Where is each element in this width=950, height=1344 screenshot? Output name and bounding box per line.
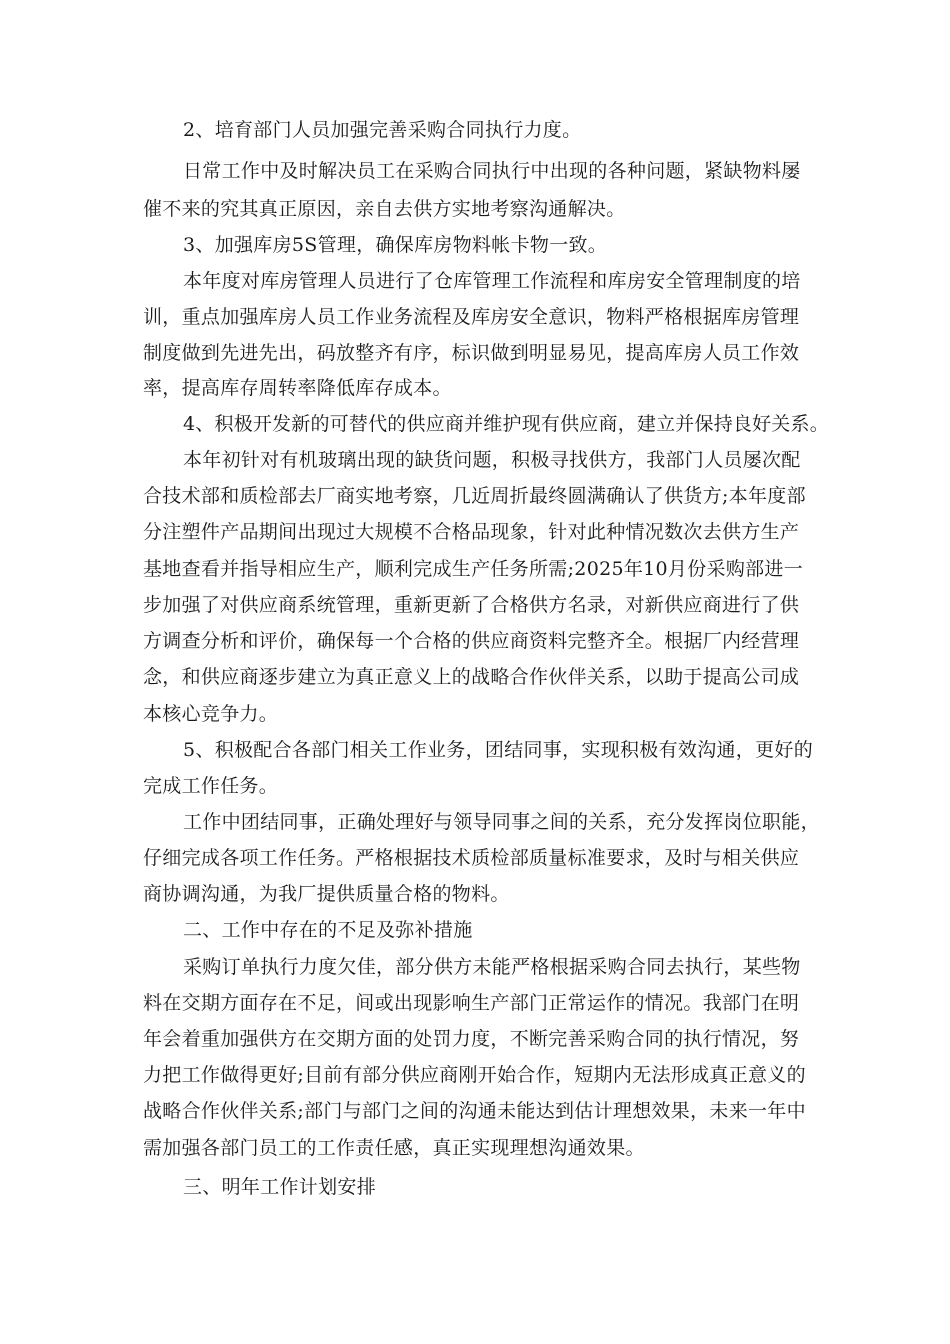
paragraph-line: 仔细完成各项工作任务。严格根据技术质检部质量标准要求，及时与相关供应: [143, 847, 800, 869]
paragraph-line: 本核心竞争力。: [143, 703, 279, 725]
heading-item-2: 2、培育部门人员加强完善采购合同执行力度。: [183, 119, 582, 141]
paragraph-line: 合技术部和质检部去厂商实地考察，几近周折最终圆满确认了供货方;本年度部: [143, 485, 806, 507]
section-heading-2: 二、工作中存在的不足及弥补措施: [183, 919, 473, 941]
paragraph-line: 本年初针对有机玻璃出现的缺货问题，积极寻找供方，我部门人员屡次配: [183, 449, 801, 471]
paragraph-line: 念，和供应商逐步建立为真正意义上的战略合作伙伴关系，以助于提高公司成: [143, 666, 800, 688]
heading-item-3: 3、加强库房5S管理，确保库房物料帐卡物一致。: [183, 234, 608, 256]
paragraph-line: 年会着重加强供方在交期方面的处罚力度，不断完善采购合同的执行情况，努: [143, 1028, 800, 1050]
paragraph-line: 战略合作伙伴关系;部门与部门之间的沟通未能达到估计理想效果，未来一年中: [143, 1100, 806, 1122]
paragraph-line: 率，提高库存周转率降低库存成本。: [143, 377, 452, 399]
paragraph-line: 商协调沟通，为我厂提供质量合格的物料。: [143, 883, 510, 905]
heading-item-4: 4、积极开发新的可替代的供应商并维护现有供应商，建立并保持良好关系。: [183, 413, 829, 435]
paragraph-line: 步加强了对供应商系统管理，重新更新了合格供方名录，对新供应商进行了供: [143, 594, 800, 616]
paragraph-line: 方调查分析和评价，确保每一个合格的供应商资料完整齐全。根据厂内经营理: [143, 630, 800, 652]
paragraph-line: 料在交期方面存在不足，间或出现影响生产部门正常运作的情况。我部门在明: [143, 992, 800, 1014]
paragraph-line: 采购订单执行力度欠佳，部分供方未能严格根据采购合同去执行，某些物: [183, 956, 801, 978]
paragraph-line: 力把工作做得更好;目前有部分供应商刚开始合作，短期内无法形成真正意义的: [143, 1064, 806, 1086]
paragraph-line: 基地查看并指导相应生产，顺利完成生产任务所需;2025年10月份采购部进一: [143, 558, 804, 580]
paragraph-line: 完成工作任务。: [143, 775, 279, 797]
paragraph-line: 日常工作中及时解决员工在采购合同执行中出现的各种问题，紧缺物料屡: [183, 160, 801, 182]
heading-item-5: 5、积极配合各部门相关工作业务，团结同事，实现积极有效沟通，更好的: [183, 739, 813, 761]
paragraph-line: 制度做到先进先出，码放整齐有序，标识做到明显易见，提高库房人员工作效: [143, 342, 800, 364]
paragraph-line: 训，重点加强库房人员工作业务流程及库房安全意识，物料严格根据库房管理: [143, 306, 800, 328]
paragraph-line: 本年度对库房管理人员进行了仓库管理工作流程和库房安全管理制度的培: [183, 270, 801, 292]
paragraph-line: 催不来的究其真正原因，亲自去供方实地考察沟通解决。: [143, 198, 626, 220]
paragraph-line: 工作中团结同事，正确处理好与领导同事之间的关系，充分发挥岗位职能，: [183, 811, 820, 833]
paragraph-line: 需加强各部门员工的工作责任感，真正实现理想沟通效果。: [143, 1137, 645, 1159]
section-heading-3: 三、明年工作计划安排: [183, 1176, 377, 1198]
paragraph-line: 分注塑件产品期间出现过大规模不合格品现象，针对此种情况数次去供方生产: [143, 521, 800, 543]
